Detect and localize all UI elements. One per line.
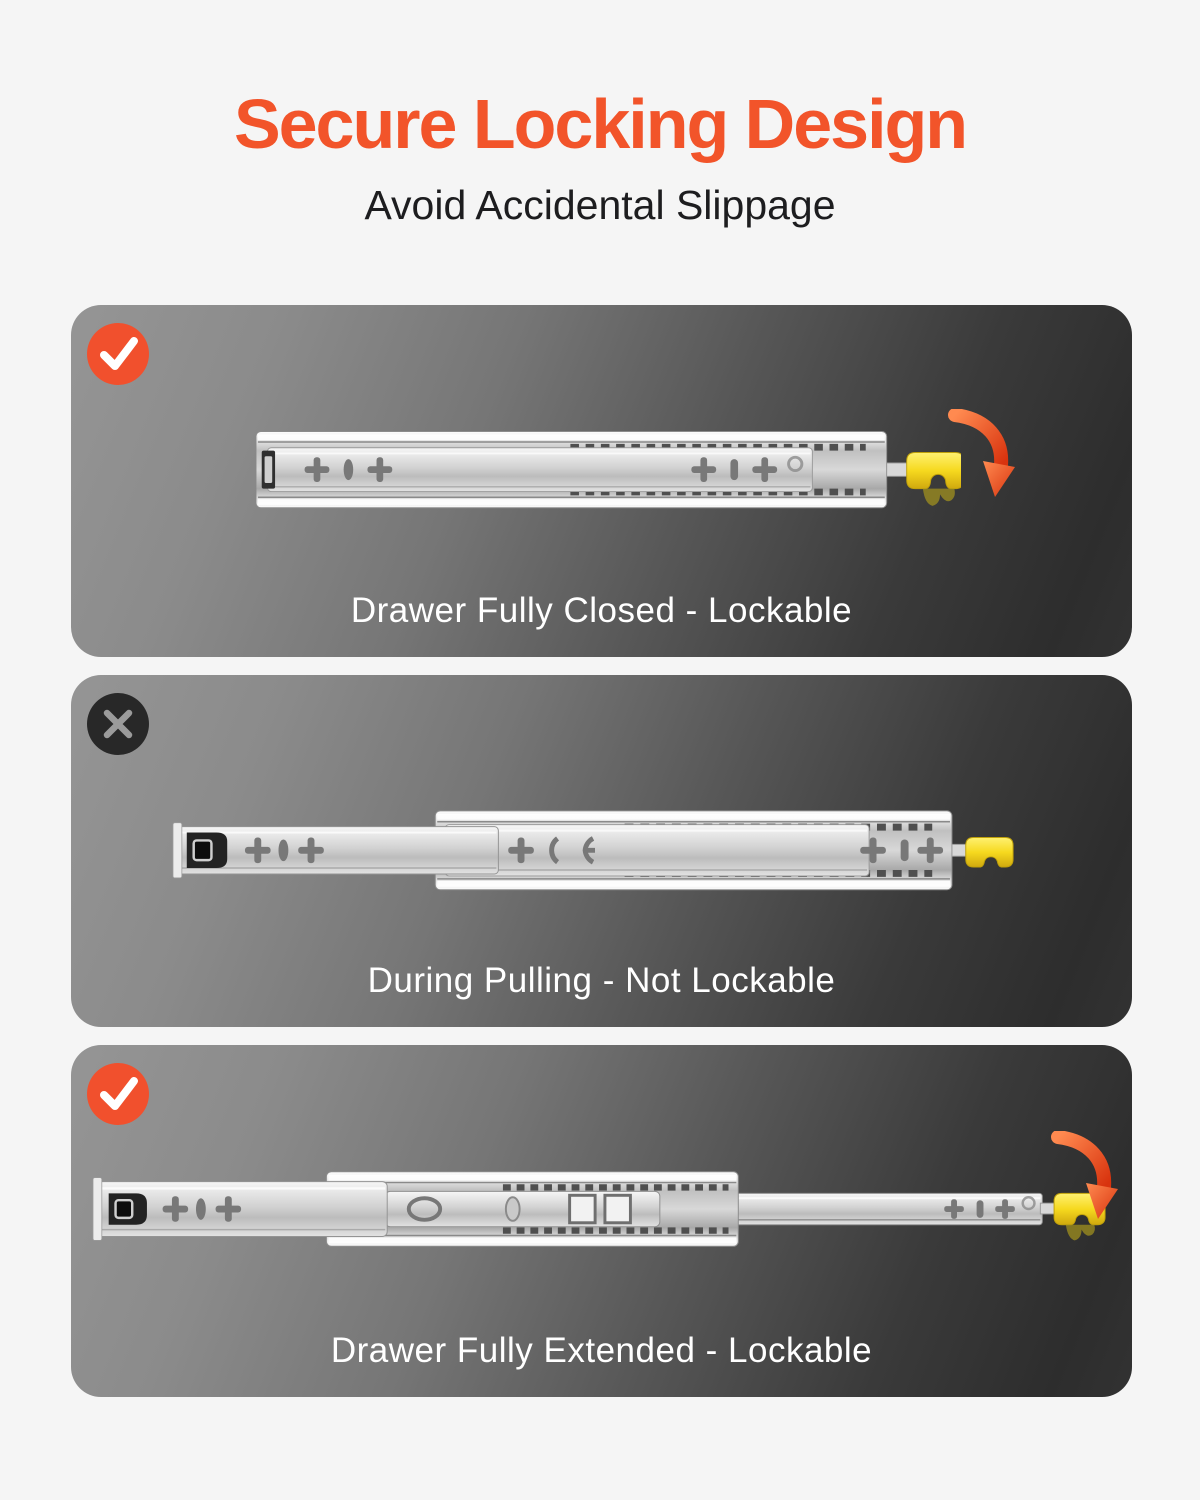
check-icon xyxy=(87,323,149,385)
panel-drawer-fully-extended xyxy=(71,1045,1132,1397)
panel-during-pulling xyxy=(71,675,1132,1027)
panel-caption: During Pulling - Not Lockable xyxy=(367,961,836,1000)
page-subtitle: Avoid Accidental Slippage xyxy=(364,181,836,228)
drawer-slide-extended-image xyxy=(91,1160,1111,1327)
status-badge xyxy=(87,693,149,755)
cross-icon xyxy=(87,693,149,755)
page-title: Secure Locking Design xyxy=(233,85,967,163)
header xyxy=(0,85,1200,229)
status-badge xyxy=(87,1063,149,1125)
red-arrow-down-icon xyxy=(1048,1131,1120,1221)
drawer-slide-pulling-image xyxy=(171,801,1019,969)
status-badge xyxy=(87,323,149,385)
lock-tab xyxy=(966,837,1013,867)
panel-caption: Drawer Fully Extended - Lockable xyxy=(330,1331,873,1370)
red-arrow-down-icon xyxy=(945,409,1017,499)
panel-caption: Drawer Fully Closed - Lockable xyxy=(350,591,853,630)
panel-drawer-fully-closed xyxy=(71,305,1132,657)
check-icon xyxy=(87,1063,149,1125)
drawer-slide-closed-image xyxy=(256,422,961,584)
